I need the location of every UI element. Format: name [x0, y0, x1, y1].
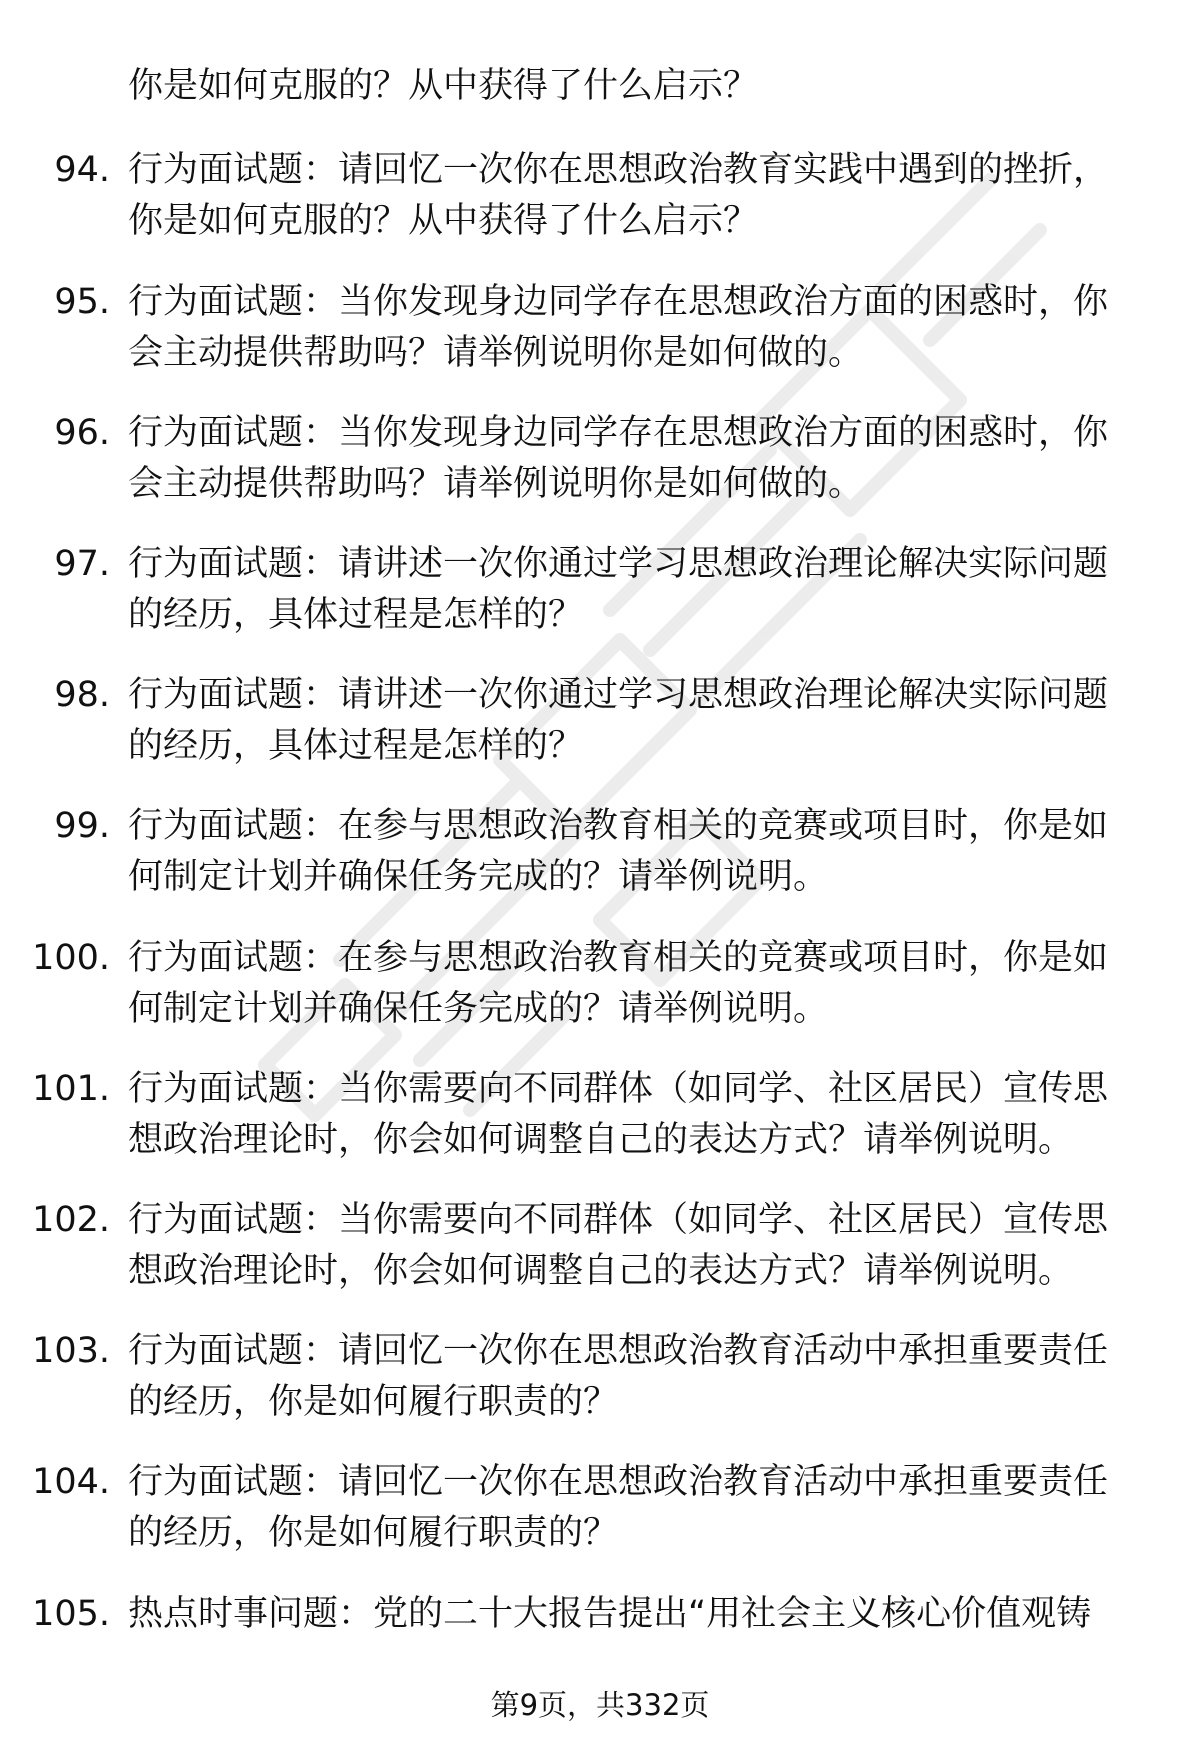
continuation-text: 你是如何克服的？从中获得了什么启示？ [128, 66, 759, 106]
page-footer: 第9页，共332页 [490, 1688, 710, 1722]
list-item-continuation [0, 588, 1200, 642]
item-text: 的经历，你是如何履行职责的？ [128, 1382, 619, 1422]
list-item-continuation [0, 457, 1200, 511]
list-item-continuation [0, 194, 1200, 248]
list-item-continuation [0, 1113, 1200, 1167]
item-text: 行为面试题：请讲述一次你通过学习思想政治理论解决实际问题 [128, 544, 1109, 584]
continuation-line [0, 59, 1200, 113]
item-number: 99. [54, 806, 110, 846]
list-item-continuation [0, 982, 1200, 1036]
list-item [0, 275, 1200, 329]
item-text: 会主动提供帮助吗？请举例说明你是如何做的。 [128, 333, 864, 373]
list-item [0, 1193, 1200, 1247]
item-number: 96. [54, 413, 110, 453]
item-text: 的经历，你是如何履行职责的？ [128, 1513, 619, 1553]
item-text: 的经历，具体过程是怎样的？ [128, 726, 584, 766]
list-item [0, 1324, 1200, 1378]
item-text: 行为面试题：当你发现身边同学存在思想政治方面的困惑时，你 [128, 282, 1109, 322]
item-text: 行为面试题：请回忆一次你在思想政治教育活动中承担重要责任 [128, 1331, 1109, 1371]
list-item-continuation [0, 1375, 1200, 1429]
item-text: 想政治理论时，你会如何调整自己的表达方式？请举例说明。 [128, 1251, 1074, 1291]
list-item [0, 668, 1200, 722]
item-text: 何制定计划并确保任务完成的？请举例说明。 [128, 857, 829, 897]
item-number: 95. [54, 282, 110, 322]
list-item [0, 799, 1200, 853]
list-item-continuation [0, 1244, 1200, 1298]
item-text: 的经历，具体过程是怎样的？ [128, 595, 584, 635]
list-item [0, 931, 1200, 985]
list-item-continuation [0, 850, 1200, 904]
item-number: 105. [32, 1594, 110, 1634]
item-number: 100. [32, 938, 110, 978]
item-text: 行为面试题：当你需要向不同群体（如同学、社区居民）宣传思 [128, 1200, 1109, 1240]
list-item [0, 537, 1200, 591]
item-text: 会主动提供帮助吗？请举例说明你是如何做的。 [128, 464, 864, 504]
item-text: 何制定计划并确保任务完成的？请举例说明。 [128, 989, 829, 1029]
item-text: 行为面试题：在参与思想政治教育相关的竞赛或项目时，你是如 [128, 806, 1109, 846]
item-text: 行为面试题：请讲述一次你通过学习思想政治理论解决实际问题 [128, 675, 1109, 715]
item-text: 热点时事问题：党的二十大报告提出“用社会主义核心价值观铸 [128, 1594, 1092, 1634]
list-item-continuation [0, 719, 1200, 773]
list-item-continuation [0, 326, 1200, 380]
item-text: 想政治理论时，你会如何调整自己的表达方式？请举例说明。 [128, 1120, 1074, 1160]
item-number: 102. [32, 1200, 110, 1240]
item-text: 行为面试题：请回忆一次你在思想政治教育实践中遇到的挫折， [128, 150, 1109, 190]
item-text: 行为面试题：在参与思想政治教育相关的竞赛或项目时，你是如 [128, 938, 1109, 978]
item-text: 行为面试题：当你发现身边同学存在思想政治方面的困惑时，你 [128, 413, 1109, 453]
item-number: 94. [54, 150, 110, 190]
item-number: 98. [54, 675, 110, 715]
list-item [0, 1455, 1200, 1509]
item-number: 104. [32, 1462, 110, 1502]
list-item [0, 143, 1200, 197]
item-text: 你是如何克服的？从中获得了什么启示？ [128, 201, 759, 241]
list-item [0, 1587, 1200, 1641]
list-item-continuation [0, 1506, 1200, 1560]
list-item [0, 406, 1200, 460]
item-text: 行为面试题：请回忆一次你在思想政治教育活动中承担重要责任 [128, 1462, 1109, 1502]
item-text: 行为面试题：当你需要向不同群体（如同学、社区居民）宣传思 [128, 1069, 1109, 1109]
list-item [0, 1062, 1200, 1116]
item-number: 97. [54, 544, 110, 584]
item-number: 101. [32, 1069, 110, 1109]
item-number: 103. [32, 1331, 110, 1371]
